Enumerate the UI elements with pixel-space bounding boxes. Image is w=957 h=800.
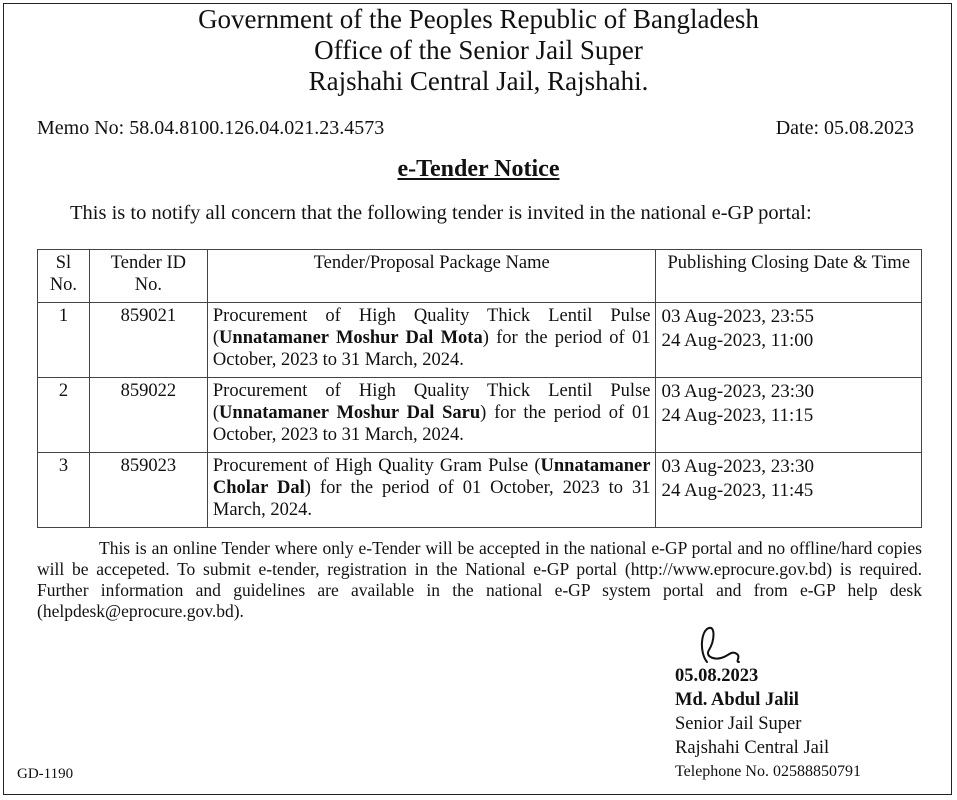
row-sl: 1: [38, 303, 90, 378]
package-text: Procurement of High Quality Thick Lentil Pulse (: [212, 381, 651, 423]
row-tender-id: 859022: [89, 378, 207, 453]
row-tender-id: 859021: [89, 303, 207, 378]
signatory-telephone: Telephone No. 02588850791: [675, 763, 861, 780]
header-location: Rajshahi Central Jail, Rajshahi.: [308, 66, 649, 96]
header-package: Tender/Proposal Package Name: [207, 250, 656, 303]
package-text: Procurement of High Quality Thick Lentil Pulse (: [212, 306, 651, 348]
publishing-date: 03 Aug-2023, 23:30: [661, 456, 815, 477]
memo-row: [37, 117, 914, 140]
header-tender-id: Tender ID No.: [89, 250, 207, 303]
package-name-bold: Unnatamaner Moshur Dal Saru: [219, 403, 481, 423]
signatory-designation: Senior Jail Super: [675, 714, 802, 734]
memo-date: Date: 05.08.2023: [775, 117, 914, 139]
package-text: ) for the period of 01 October, 2023 to 31 March, 2024.: [212, 328, 651, 370]
signatory-office: Rajshahi Central Jail: [675, 738, 830, 758]
row-dates: [656, 303, 922, 378]
publishing-date: 03 Aug-2023, 23:30: [661, 381, 815, 402]
table-row: [38, 453, 922, 528]
notice-title: e-Tender Notice: [397, 156, 560, 182]
table-header-row: [38, 250, 922, 303]
row-sl: 3: [38, 453, 90, 528]
package-name-bold: Unnatamaner Cholar Dal: [212, 456, 651, 498]
tender-table: [37, 249, 922, 528]
document-code: GD-1190: [17, 766, 74, 782]
row-sl: 2: [38, 378, 90, 453]
row-tender-id: 859023: [89, 453, 207, 528]
package-text: ) for the period of 01 October, 2023 to 31 March, 2024.: [212, 403, 651, 445]
signature-block: [675, 664, 861, 784]
intro-text: This is to notify all concern that the following tender is invited in the national e-GP portal:: [70, 202, 812, 224]
closing-date: 24 Aug-2023, 11:00: [661, 330, 814, 351]
row-dates: [656, 378, 922, 453]
memo-number: Memo No: 58.04.8100.126.04.021.23.4573: [37, 117, 385, 139]
row-dates: [656, 453, 922, 528]
table-row: [38, 303, 922, 378]
header-office: Office of the Senior Jail Super: [314, 35, 643, 65]
publishing-date: 03 Aug-2023, 23:55: [661, 306, 815, 327]
closing-date: 24 Aug-2023, 11:45: [661, 480, 814, 501]
header-dates: Publishing Closing Date & Time: [656, 250, 922, 303]
table-row: [38, 378, 922, 453]
instructions-paragraph: This is an online Tender where only e-Tender will be accepted in the national e-GP portal and no offline/hard copies will be accepeted. To submit e-tender, registration in the National e-GP portal (http://www.eprocure.gov.bd) is required. Further information and guidelines are available in the national e-GP system portal and from e-GP help desk (helpdesk@eprocure.gov.bd).: [37, 538, 922, 621]
row-package: [207, 378, 656, 453]
row-package: [207, 453, 656, 528]
handwritten-signature: [695, 622, 755, 666]
header-sl: Sl No.: [38, 250, 90, 303]
row-package: [207, 303, 656, 378]
signature-date: 05.08.2023: [675, 666, 759, 686]
header-government: Government of the Peoples Republic of Bangladesh: [198, 4, 759, 34]
package-text: Procurement of High Quality Gram Pulse (: [212, 456, 541, 476]
signatory-name: Md. Abdul Jalil: [675, 690, 799, 710]
letterhead: [0, 4, 957, 97]
closing-date: 24 Aug-2023, 11:15: [661, 405, 814, 426]
package-name-bold: Unnatamaner Moshur Dal Mota: [219, 328, 483, 348]
package-text: ) for the period of 01 October, 2023 to 31 March, 2024.: [212, 478, 651, 520]
